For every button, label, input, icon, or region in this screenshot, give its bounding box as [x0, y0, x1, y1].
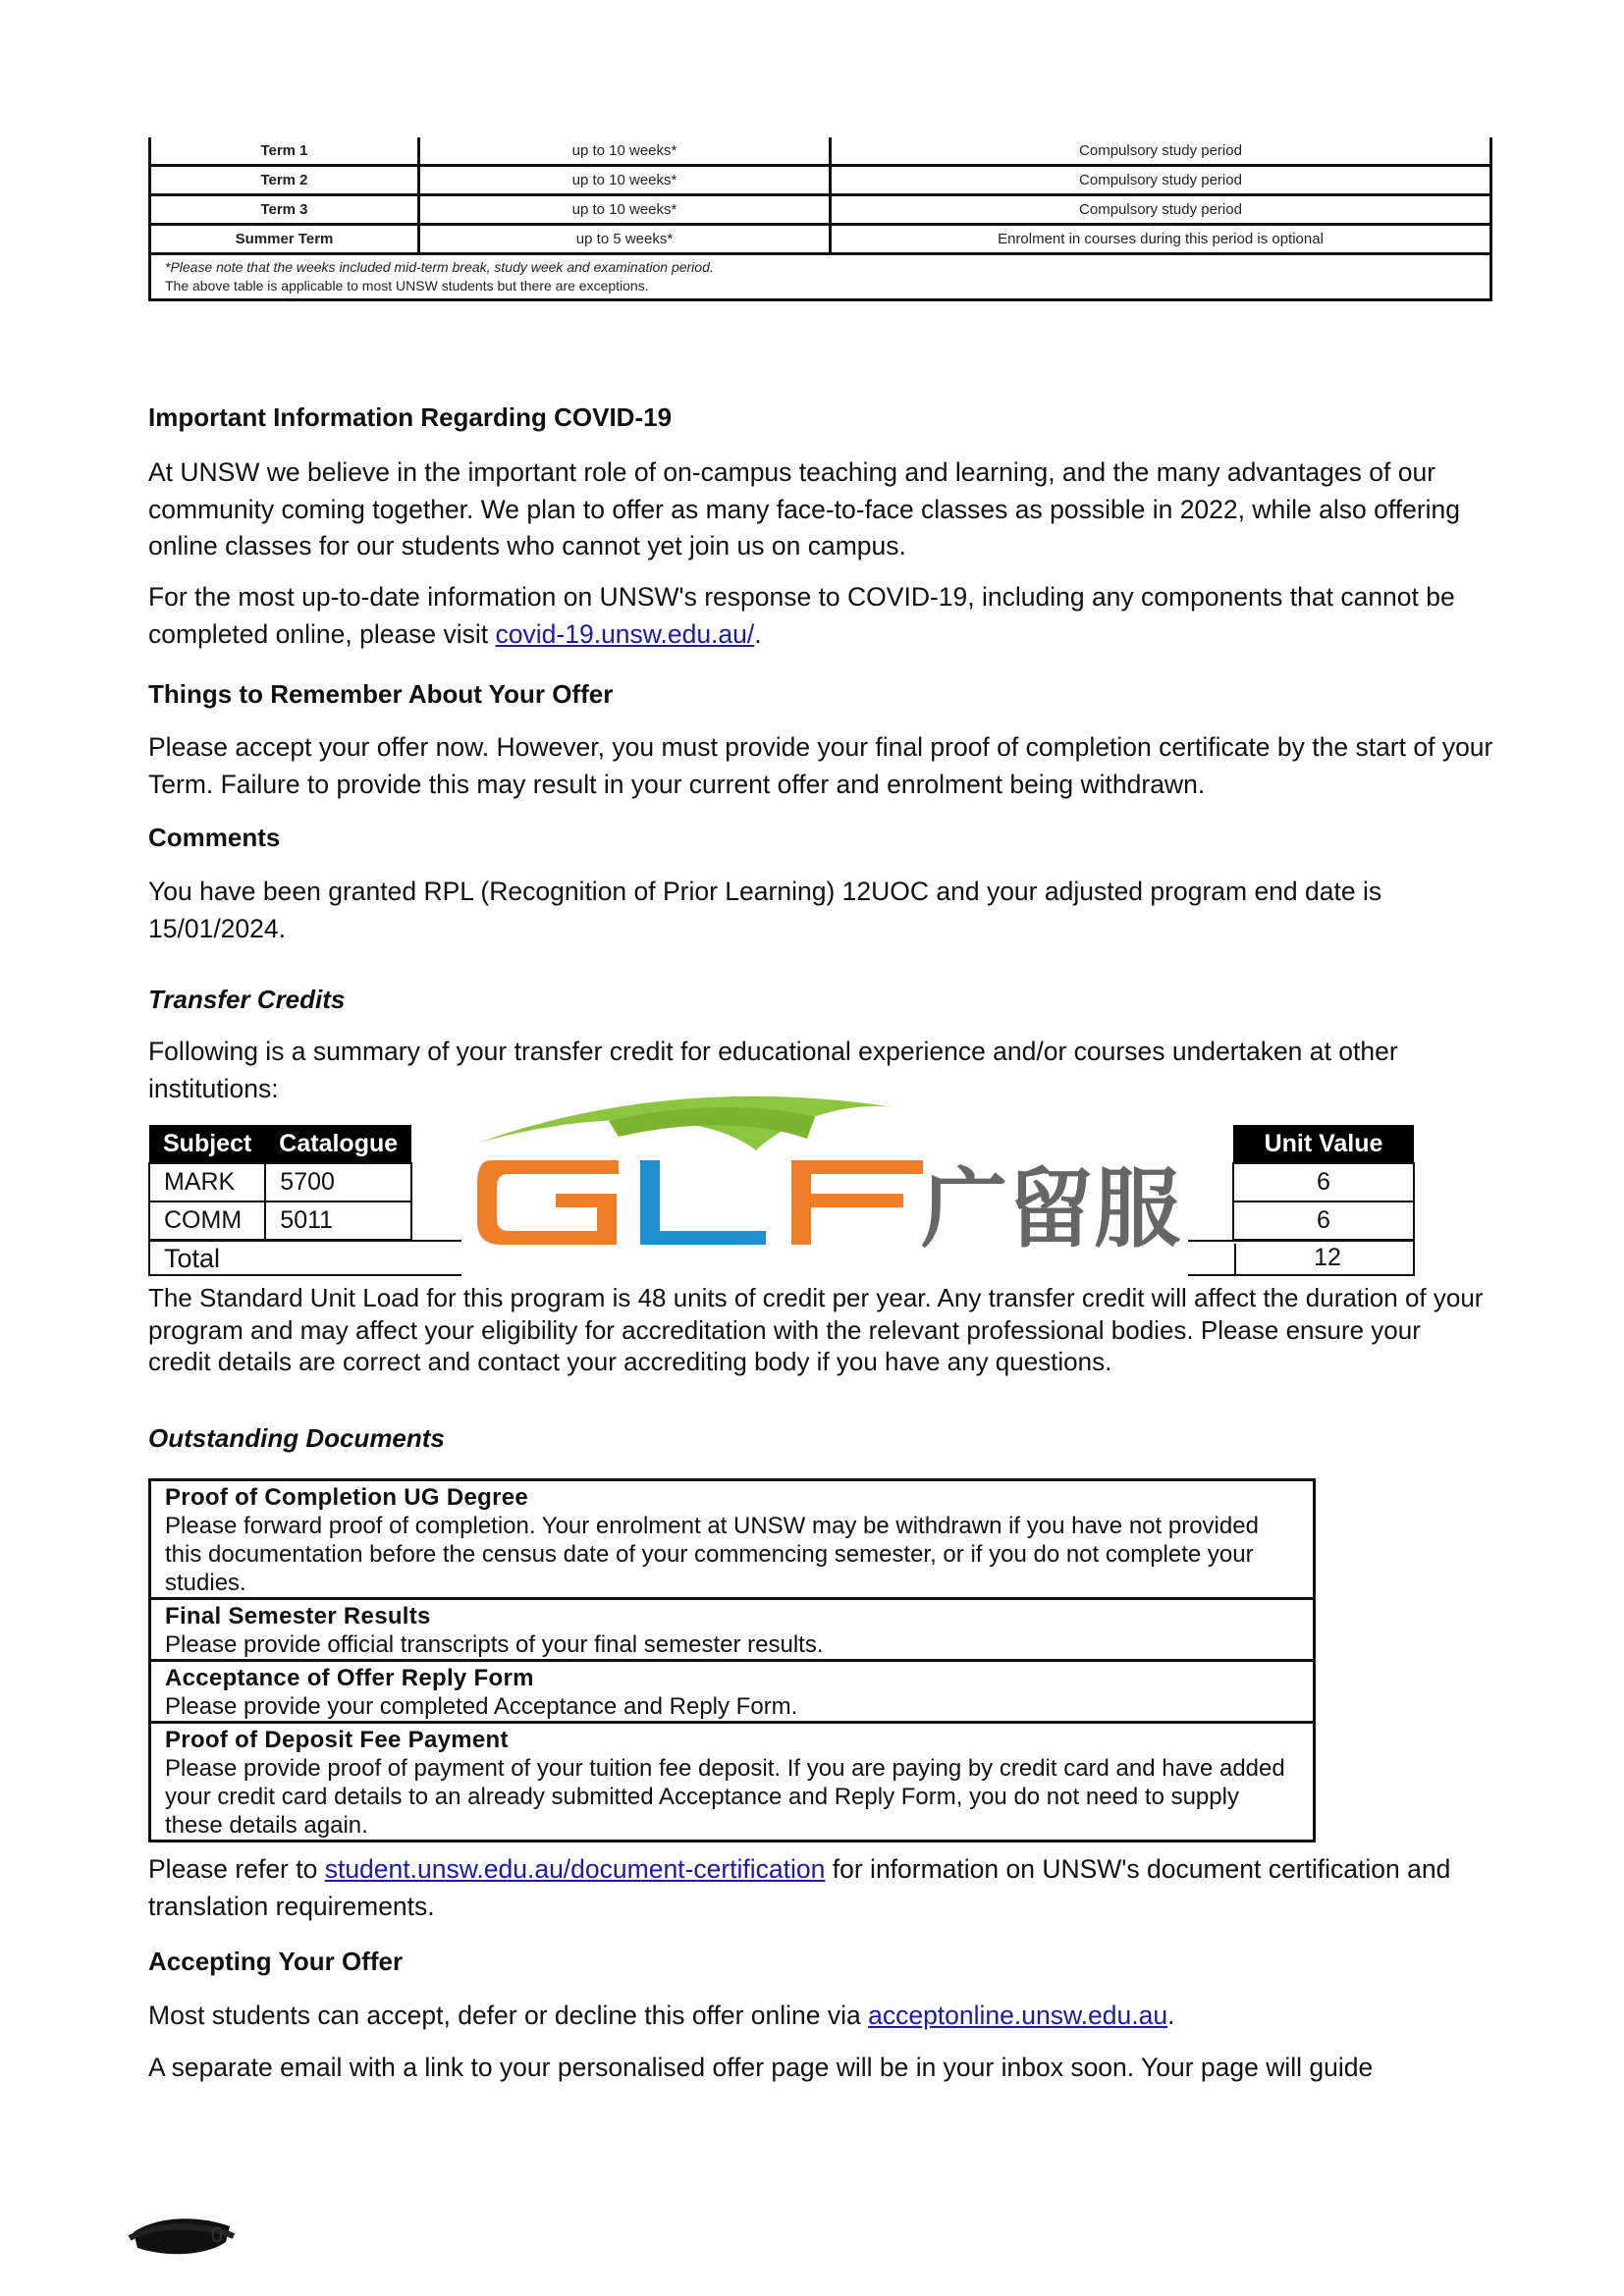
col-catalogue: Catalogue [265, 1125, 411, 1163]
doc-body: Please provide official transcripts of your final semester results. [165, 1631, 824, 1658]
comments-paragraph: You have been granted RPL (Recognition of Prior Learning) 12UOC and your adjusted program end date is 15/01/2024. [148, 877, 1382, 943]
punctuation: . [1167, 2001, 1175, 2030]
transfer-note: The Standard Unit Load for this program is 48 units of credit per year. Any transfer credit will affect the duration of your program and may affect your eligibility for accreditation with the relevant professional bodies. Please ensure your credit details are correct and contact your accrediting body if you have any questions. [148, 1283, 1484, 1376]
accepting-heading: Accepting Your Offer [148, 1947, 404, 1976]
table-header-row [149, 1125, 411, 1163]
list-item [151, 1724, 1313, 1840]
covid-info-text: For the most up-to-date information on UNSW's response to COVID-19, including any components that cannot be completed online, please visit [148, 582, 1455, 649]
covid-info-paragraph [148, 579, 1493, 653]
list-item [151, 1481, 1313, 1600]
watermark-cjk-text: 广留服 [921, 1158, 1181, 1259]
table-footnote-row [150, 254, 1491, 300]
term-name: Summer Term [150, 225, 419, 254]
comments-heading: Comments [148, 823, 281, 852]
covid-paragraph: At UNSW we believe in the important role of on-campus teaching and learning, and the many advantages of our community coming together. We plan to offer as many face-to-face classes as possible in 2022, while also offering online classes for our students who cannot yet join us on campus. [148, 457, 1461, 561]
total-value: 12 [1234, 1244, 1419, 1276]
table-row [149, 1201, 411, 1240]
outstanding-documents-list [148, 1478, 1316, 1842]
doc-body: Please provide proof of payment of your tuition fee deposit. If you are paying by credit card and have added your credit card details to an already submitted Acceptance and Reply Form, you do not need to supply these details again. [165, 1755, 1285, 1839]
doc-title: Final Semester Results [165, 1603, 431, 1629]
table-footnote [150, 254, 1491, 300]
table-header-row [1233, 1125, 1414, 1163]
term-note: Compulsory study period [831, 137, 1491, 166]
transfer-intro: Following is a summary of your transfer credit for educational experience and/or courses undertaken at other institutions: [148, 1037, 1398, 1103]
table-row [150, 166, 1491, 195]
term-name: Term 2 [150, 166, 419, 195]
unit-value-cell: 6 [1233, 1201, 1414, 1240]
doc-body: Please forward proof of completion. Your enrolment at UNSW may be withdrawn if you have not provided this documentation before the census date of your commencing semester, or if you do not complete your studies. [165, 1513, 1259, 1596]
catalogue-cell: 5011 [265, 1201, 411, 1240]
unit-value-cell: 6 [1233, 1163, 1414, 1201]
total-label: Total [164, 1244, 221, 1273]
col-unit-value: Unit Value [1233, 1125, 1414, 1163]
table-row [150, 225, 1491, 254]
list-item [151, 1662, 1313, 1724]
term-table [148, 137, 1492, 301]
term-weeks: up to 5 weeks* [419, 225, 831, 254]
term-weeks: up to 10 weeks* [419, 137, 831, 166]
term-weeks: up to 10 weeks* [419, 195, 831, 225]
transfer-table-right [1232, 1125, 1415, 1241]
table-row [150, 137, 1491, 166]
table-row [150, 195, 1491, 225]
doc-title: Proof of Completion UG Degree [165, 1484, 529, 1511]
subject-cell: MARK [149, 1163, 265, 1201]
covid-heading: Important Information Regarding COVID-19 [148, 402, 673, 432]
catalogue-cell: 5700 [265, 1163, 411, 1201]
transfer-table-left [148, 1125, 412, 1241]
term-name: Term 3 [150, 195, 419, 225]
col-subject: Subject [149, 1125, 265, 1163]
page-number-fragment: 0 [211, 2222, 224, 2247]
glf-watermark-logo [461, 1092, 1188, 1288]
term-weeks: up to 10 weeks* [419, 166, 831, 195]
table-row [1233, 1201, 1414, 1240]
accept-online-link[interactable]: acceptonline.unsw.edu.au [868, 2001, 1168, 2030]
accepting-text: Most students can accept, defer or decline this offer online via [148, 2001, 869, 2030]
doc-title: Proof of Deposit Fee Payment [165, 1727, 509, 1753]
refer-text: Please refer to [148, 1854, 325, 1884]
term-note: Enrolment in courses during this period is optional [831, 225, 1491, 254]
remember-heading: Things to Remember About Your Offer [148, 679, 614, 709]
guide-paragraph: A separate email with a link to your personalised offer page will be in your inbox soon. Your page will guide [148, 2053, 1374, 2082]
table-row [1233, 1163, 1414, 1201]
outstanding-heading: Outstanding Documents [148, 1423, 445, 1453]
remember-paragraph: Please accept your offer now. However, you must provide your final proof of completion certificate by the start of your Term. Failure to provide this may result in your current offer and enrolment being withdrawn. [148, 732, 1493, 799]
term-note: Compulsory study period [831, 166, 1491, 195]
accepting-paragraph [148, 1998, 1493, 2035]
footnote-exceptions: The above table is applicable to most UNSW students but there are exceptions. [165, 278, 649, 294]
certification-paragraph [148, 1851, 1493, 1925]
doc-body: Please provide your completed Acceptance and Reply Form. [165, 1693, 798, 1720]
doc-title: Acceptance of Offer Reply Form [165, 1665, 534, 1691]
table-row [149, 1163, 411, 1201]
footnote-weeks: *Please note that the weeks included mid-term break, study week and examination period. [165, 259, 714, 275]
term-note: Compulsory study period [831, 195, 1491, 225]
term-name: Term 1 [150, 137, 419, 166]
subject-cell: COMM [149, 1201, 265, 1240]
transfer-heading: Transfer Credits [148, 985, 346, 1014]
punctuation: . [754, 618, 762, 649]
certification-link[interactable]: student.unsw.edu.au/document-certification [324, 1854, 826, 1884]
list-item [151, 1600, 1313, 1662]
covid-link[interactable]: covid-19.unsw.edu.au/ [495, 618, 755, 649]
refer-suffix-text: for information on UNSW's document certification and translation requirements. [148, 1854, 1451, 1921]
